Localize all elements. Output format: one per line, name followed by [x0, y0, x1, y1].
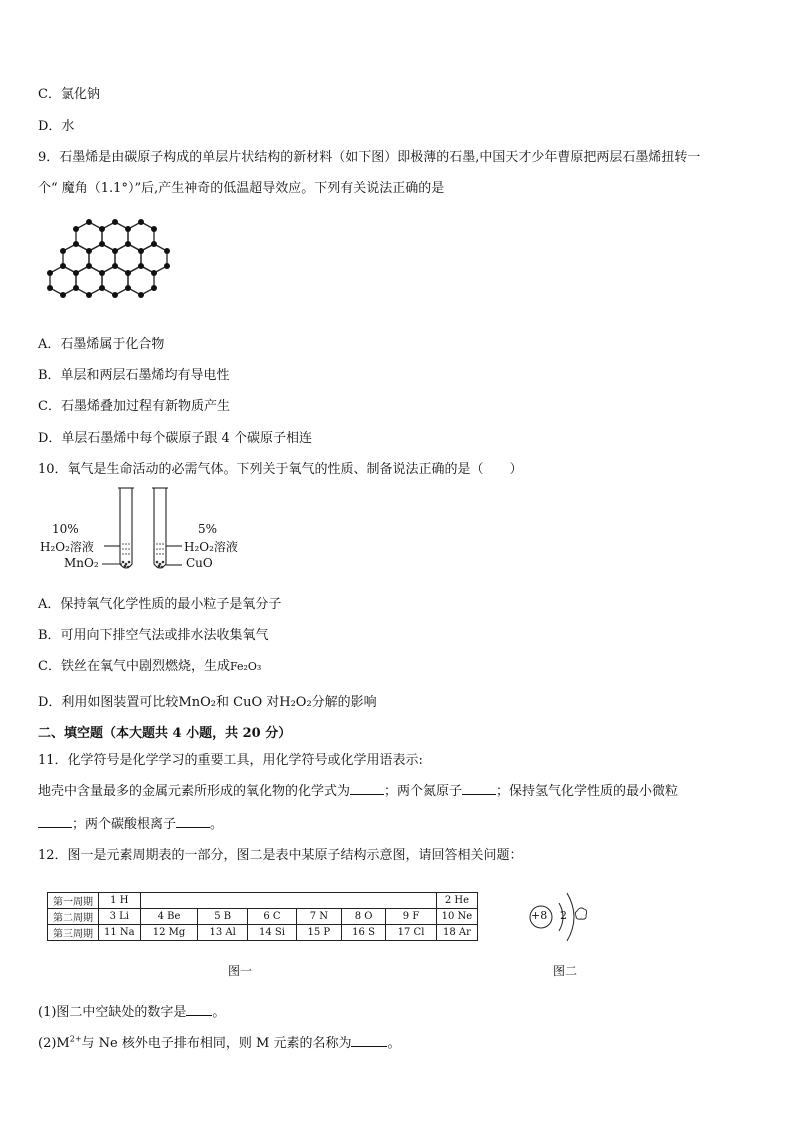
q10-option-c [38, 655, 261, 674]
q10-option-d-formula-h2o2: H₂O₂ [279, 695, 312, 710]
table-cell: 13 Al [198, 925, 248, 941]
table-cell: 3 Li [99, 909, 141, 925]
table-cell: 15 P [297, 925, 342, 941]
q10-option-d-text: D．利用如图装置可比较 [38, 695, 179, 710]
q10-option-d-end: 分解的影响 [311, 695, 377, 710]
q12-sub1 [38, 1001, 225, 1020]
q9-option-d: D．单层石墨烯中每个碳原子跟 4 个碳原子相连 [38, 431, 312, 446]
table-cell: 2 He [436, 893, 478, 909]
q12-sub2-charge: 2+ [69, 1034, 82, 1044]
q10-option-c-text: C．铁丝在氧气中剧烈燃烧，生成 [38, 659, 230, 674]
q9-option-b: B．单层和两层石墨烯均有导电性 [38, 368, 230, 383]
q11-part2: ；两个氮原子 [384, 784, 463, 799]
q11-part1: 地壳中含量最多的金属元素所形成的氧化物的化学式为 [38, 784, 351, 799]
q11-part4: ；两个碳酸根离子 [72, 817, 177, 832]
answer-blank-1[interactable] [350, 782, 384, 795]
left-solution-label: H₂O₂溶液 [40, 540, 94, 554]
atom-structure-figure [525, 885, 595, 947]
table-row [48, 909, 478, 925]
q10-option-b: B．可用向下排空气法或排水法收集氧气 [38, 628, 269, 643]
shell1-electrons: 2 [560, 909, 567, 922]
q11-line2 [38, 813, 223, 832]
table-cell: 9 F [386, 909, 436, 925]
figure2-caption: 图二 [553, 964, 578, 978]
q11-part3: ；保持氢气化学性质的最小微粒 [496, 784, 679, 799]
q10-option-d [38, 691, 377, 710]
graphene-lattice-figure [30, 212, 190, 317]
table-row [48, 893, 478, 909]
periodic-table-figure [47, 892, 478, 941]
table-row [48, 925, 478, 941]
table-cell: 4 Be [140, 909, 198, 925]
figure1-caption: 图一 [228, 964, 253, 978]
table-cell: 第一周期 [48, 893, 99, 909]
table-cell: 14 Si [247, 925, 296, 941]
section-title-fill-in: 二、填空题（本大题共 4 小题，共 20 分） [38, 726, 292, 741]
q10-option-d-formula-mno2: MnO₂ [178, 695, 216, 710]
table-cell: 第二周期 [48, 909, 99, 925]
q11-part5: 。 [210, 817, 224, 832]
table-cell: 11 Na [99, 925, 141, 941]
q9-option-c: C．石墨烯叠加过程有新物质产生 [38, 399, 230, 414]
q10-option-d-mid: 和 CuO 对 [216, 695, 280, 710]
table-cell: 7 N [297, 909, 342, 925]
answer-blank-4[interactable] [176, 815, 210, 828]
q10-stem: 10．氧气是生命活动的必需气体。下列关于氧气的性质、制备说法正确的是（ ） [38, 462, 523, 477]
right-catalyst-label: CuO [186, 556, 213, 570]
q12-sub1-text: (1)图二中空缺处的数字是 [38, 1005, 187, 1020]
q9-stem-line1: 9．石墨烯是由碳原子构成的单层片状结构的新材料（如下图）即极薄的石墨,中国天才少年曹原把两层石墨烯扭转一 [38, 150, 701, 165]
answer-blank-2[interactable] [462, 782, 496, 795]
table-cell: 5 B [198, 909, 248, 925]
table-cell: 12 Mg [140, 925, 198, 941]
table-cell: 1 H [99, 893, 141, 909]
q9-option-a: A．石墨烯属于化合物 [38, 337, 165, 352]
table-cell: 18 Ar [436, 925, 478, 941]
table-cell: 第三周期 [48, 925, 99, 941]
q8-option-c: C．氯化钠 [38, 87, 100, 102]
table-cell: 10 Ne [436, 909, 478, 925]
table-cell: 8 O [341, 909, 386, 925]
left-concentration-label: 10% [52, 522, 79, 536]
q11-line1 [38, 780, 678, 799]
table-cell: 6 C [247, 909, 296, 925]
left-catalyst-label: MnO₂ [64, 556, 99, 570]
q12-sub1-end: 。 [212, 1005, 226, 1020]
q12-sub2 [38, 1032, 400, 1051]
nucleus-charge: +8 [531, 909, 548, 922]
q12-sub2-text: 与 Ne 核外电子排布相同，则 M 元素的名称为 [81, 1036, 352, 1051]
answer-blank-3[interactable] [38, 815, 72, 828]
right-solution-label: H₂O₂溶液 [184, 540, 238, 554]
q11-stem: 11．化学符号是化学学习的重要工具，用化学符号或化学用语表示: [38, 753, 423, 768]
q12-stem: 12．图一是元素周期表的一部分，图二是表中某原子结构示意图，请回答相关问题： [38, 848, 523, 863]
q12-sub2-prefix: (2)M [38, 1036, 70, 1051]
answer-blank-5[interactable] [186, 1003, 212, 1016]
q12-sub2-end: 。 [387, 1036, 401, 1051]
answer-blank-6[interactable] [351, 1034, 387, 1047]
table-cell: 16 S [341, 925, 386, 941]
q10-option-c-formula: Fe₂O₃ [229, 660, 262, 673]
table-cell-empty [140, 893, 436, 909]
q10-test-tube-figure [38, 486, 268, 578]
q8-option-d: D．水 [38, 119, 75, 134]
right-concentration-label: 5% [198, 522, 218, 536]
q9-stem-line2: 个“ 魔角（1.1°）”后,产生神奇的低温超导效应。下列有关说法正确的是 [38, 181, 445, 196]
q10-option-a: A．保持氧气化学性质的最小粒子是氧分子 [38, 597, 282, 612]
table-cell: 17 Cl [386, 925, 436, 941]
